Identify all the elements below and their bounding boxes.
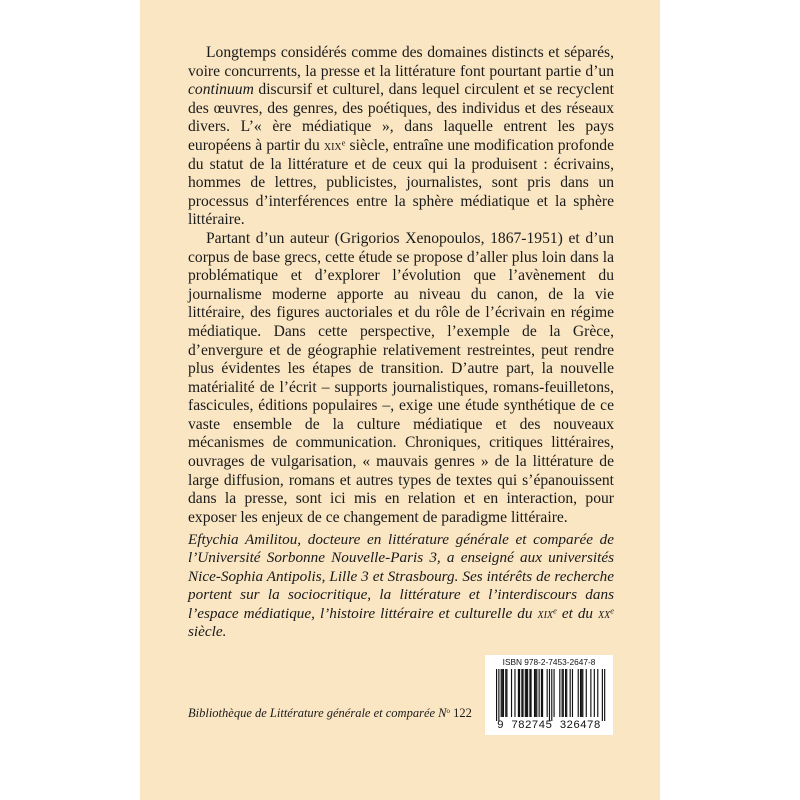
emphasis-continuum: continuum xyxy=(188,81,254,99)
barcode-bar-1 xyxy=(498,669,499,721)
barcode-bar-35 xyxy=(578,669,579,717)
barcode-bars xyxy=(485,669,613,725)
author-bio: Eftychia Amilitou, docteure en littérature générale et comparée de l’Université Sorbonne Nouvelle-Paris 3, a enseigné aux universités Nice-Sophia Antipolis, Lille 3 et Strasbourg. Ses intérêts de recherche portent sur la sociocritique, la littérature et l’interdiscours dans l’espace médiatique, l’histoire littéraire et culturelle du xix$^e$ et du $xx^e$ siècle. xyxy=(188,531,614,641)
barcode-bar-42 xyxy=(597,669,598,717)
barcode-bar-40 xyxy=(590,669,591,717)
barcode-bar-15 xyxy=(527,669,528,717)
century-numeral: xix xyxy=(323,137,342,154)
barcode-bar-0 xyxy=(496,669,497,721)
barcode-bar-24 xyxy=(547,669,548,717)
summary-paragraph-2: Partant d’un auteur (Grigorios Xenopoulos, 1867-1951) et d’un corpus de base grecs, cette étude se propose d’aller plus loin dans la problématique et d’explorer l’évolution que l’avènement du journalisme moderne apporte au niveau du canon, de la vie littéraire, des figures auctoriales et du rôle de l’écrivain en régime médiatique. Dans cette perspective, l’exemple de la Grèce, d’envergure et de géographie relativement restreintes, peut rendre plus évidentes les étapes de transition. D’autre part, la nouvelle matérialité de l’écrit – supports journalistiques, romans-feuilletons, fascicules, éditions populaires –, exige une étude synthétique de ce vaste ensemble de la culture médiatique et des nouveaux mécanismes de communication. Chroniques, critiques littéraires, ouvrages de vulgarisation, « mauvais genres » de la littérature de large diffusion, romans et autres types de textes qui s’épanouissent dans la presse, sont ici mis en relation et en interaction, pour exposer les enjeux de ce changement de paradigme littéraire. xyxy=(188,229,614,526)
barcode-bar-44 xyxy=(604,669,605,721)
barcode-bar-13 xyxy=(525,669,526,717)
barcode-bar-3 xyxy=(502,669,503,717)
isbn-barcode xyxy=(485,655,613,735)
barcode-bar-32 xyxy=(566,669,567,717)
barcode-bar-29 xyxy=(562,669,563,717)
summary-paragraph-1: Longtemps considérés comme des domaines distincts et séparés, voire concurrents, la presse et la littérature font pourtant partie d’un continuum discursif et culturel, dans lequel circulent et se recyclent des œuvres, des genres, des poétiques, des individus et des réseaux divers. L’« ère médiatique », dans laquelle entrent les pays européens à partir du xix$^e$ siècle, entraîne une modification profonde du statut de la littérature et de ceux qui la produisent : écrivains, hommes de lettres, publicistes, journalistes, sont pris dans un processus d’interférences entre la sphère médiatique et la sphère littéraire. xyxy=(188,44,614,229)
barcode-bar-39 xyxy=(586,669,587,717)
barcode-bar-28 xyxy=(559,669,560,717)
book-back-cover xyxy=(140,0,660,800)
ean-digits: 9 782745 326478 xyxy=(497,719,601,731)
barcode-bar-34 xyxy=(572,669,573,717)
barcode-bar-2 xyxy=(501,669,502,717)
barcode-bar-20 xyxy=(536,669,537,717)
barcode-bar-33 xyxy=(570,669,571,717)
barcode-bar-17 xyxy=(531,669,532,717)
barcode-bar-14 xyxy=(526,669,527,717)
barcode-bar-18 xyxy=(534,669,535,717)
barcode-bar-31 xyxy=(565,669,566,717)
barcode-bar-7 xyxy=(511,669,512,717)
barcode-bar-4 xyxy=(503,669,504,717)
barcode-bar-41 xyxy=(594,669,595,717)
barcode-bar-8 xyxy=(514,669,515,717)
series-label: Bibliothèque de Littérature générale et comparée $N^o$ 122 xyxy=(188,706,472,720)
barcode-bar-38 xyxy=(582,669,583,717)
barcode-bar-6 xyxy=(506,669,507,717)
barcode-bar-43 xyxy=(602,669,603,721)
barcode-bar-9 xyxy=(518,669,519,717)
barcode-bar-26 xyxy=(551,669,552,721)
barcode-bar-11 xyxy=(521,669,522,717)
barcode-bar-27 xyxy=(554,669,555,717)
barcode-bar-12 xyxy=(522,669,523,717)
barcode-bar-36 xyxy=(580,669,581,717)
barcode-bar-23 xyxy=(542,669,543,717)
barcode-bar-5 xyxy=(505,669,506,717)
barcode-bar-25 xyxy=(549,669,550,721)
summary-text xyxy=(188,44,614,527)
barcode-bar-19 xyxy=(535,669,536,717)
barcode-bar-21 xyxy=(539,669,540,717)
barcode-bar-16 xyxy=(529,669,530,717)
barcode-bar-10 xyxy=(519,669,520,717)
isbn-number: ISBN 978-2-7453-2647-8 xyxy=(502,657,596,667)
barcode-bar-37 xyxy=(581,669,582,717)
barcode-bar-30 xyxy=(563,669,564,717)
barcode-bar-22 xyxy=(541,669,542,717)
